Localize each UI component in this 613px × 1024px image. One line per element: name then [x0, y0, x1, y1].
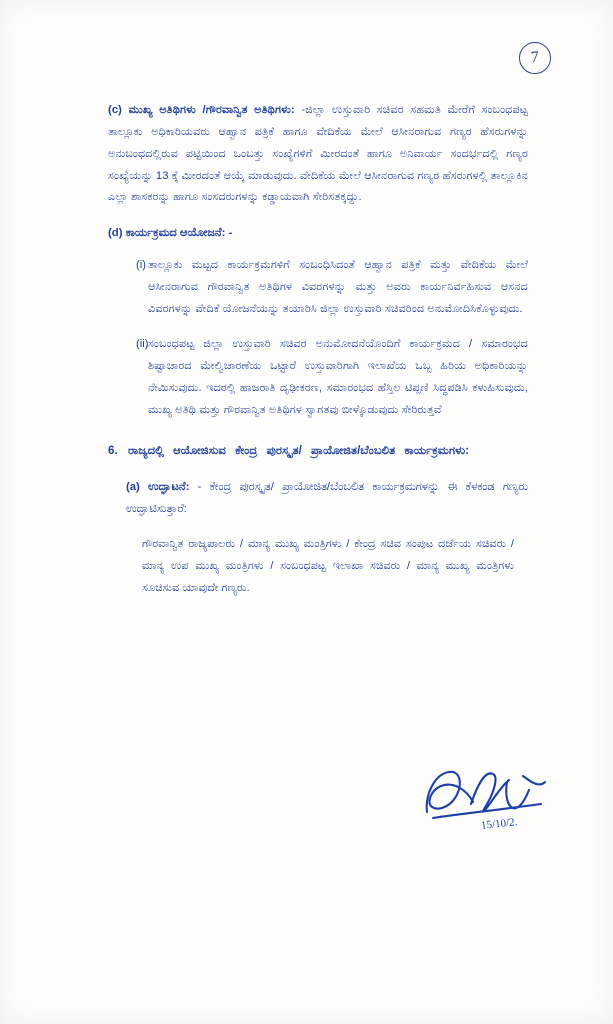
section-c-text: -ಜಿಲ್ಲಾ ಉಸ್ತುವಾರಿ ಸಚಿವರ ಸಹಮತಿ ಮೇರೆಗೆ ಸಂಬಂಧಪಟ್ಟ ತಾಲ್ಲೂಕು ಅಧಿಕಾರಿಯವರು ಆಹ್ವಾನ ಪತ್ರಿಕೆ ಹಾಗೂ ವೇದಿಕೆಯ ಮೇಲೆ ಆಸೀನರಾಗುವ ಗಣ್ಯರ ಹೆಸರುಗಳನ್ನು ಅನುಬಂಧದಲ್ಲಿರುವ ಪಟ್ಟಿಯಿಂದ ಒಂಬತ್ತು ಸಂಖ್ಯೆಗಳಿಗೆ ಮೀರದಂತೆ ಹಾಗೂ ಅನಿವಾರ್ಯ ಸಂದರ್ಭದಲ್ಲಿ ಗಣ್ಯರ ಸಂಖ್ಯೆಯನ್ನು 13 ಕ್ಕೆ ಮೀರದಂತೆ ಆಯ್ಕೆ ಮಾಡುವುದು. ವೇದಿಕೆಯ ಮೇಲೆ ಆಸೀನರಾಗುವ ಗಣ್ಯರ ಹೆಸರುಗಳಲ್ಲಿ ತಾಲ್ಲೂಕಿನ ಎಲ್ಲಾ ಶಾಸಕರನ್ನು ಹಾಗೂ ಸಂಸದರುಗಳನ್ನು ಕಡ್ಡಾಯವಾಗಿ ಸೇರಿಸತಕ್ಕದ್ದು.	[108, 104, 528, 204]
list-item-text: ತಾಲ್ಲೂಕು ಮಟ್ಟದ ಕಾರ್ಯಕ್ರಮಗಳಿಗೆ ಸಂಬಂಧಿಸಿದಂತೆ ಆಹ್ವಾನ ಪತ್ರಿಕೆ ಮತ್ತು ವೇದಿಕೆಯ ಮೇಲೆ ಆಸೀನರಾಗುವ ಗೌರವಾನ್ವಿತ ಅತಿಥಿಗಳ ವಿವರಗಳನ್ನು ಮತ್ತು ಅವರು ಕಾರ್ಯನಿರ್ವಹಿಸುವ ಆಸನದ ವಿವರಗಳನ್ನು ವೇದಿಕೆ ಯೋಜನೆಯನ್ನು ತಯಾರಿಸಿ ಜಿಲ್ಲಾ ಉಸ್ತುವಾರಿ ಸಚಿವರಿಂದ ಅನುಮೋದಿಸಿಕೊಳ್ಳುವುದು.	[148, 258, 528, 315]
section-d-items	[108, 255, 528, 422]
section-6-title: ರಾಜ್ಯದಲ್ಲಿ ಆಯೋಜಿಸುವ ಕೇಂದ್ರ ಪುರಸ್ಕೃತ/ ಪ್ರಾಯೋಜಿತ/ಬೆಂಬಲಿತ ಕಾರ್ಯಕ್ರಮಗಳು:	[128, 443, 469, 457]
list-item	[108, 334, 528, 421]
section-c-marker: (c)	[108, 104, 122, 116]
section-6a-detail: ಗೌರವಾನ್ವಿತ ರಾಜ್ಯಪಾಲರು / ಮಾನ್ಯ ಮುಖ್ಯ ಮಂತ್ರಿಗಳು / ಕೇಂದ್ರ ಸಚಿವ ಸಂಪುಟ ದರ್ಜೆಯ ಸಚಿವರು / ಮಾನ್ಯ ಉಪ ಮುಖ್ಯ ಮಂತ್ರಿಗಳು / ಸಂಬಂಧಪಟ್ಟ ಇಲಾಖಾ ಸಚಿವರು / ಮಾನ್ಯ ಮುಖ್ಯ ಮಂತ್ರಿಗಳು ಸೂಚಿಸುವ ಯಾವುದೇ ಗಣ್ಯರು.	[142, 538, 514, 595]
section-d-title: ಕಾರ್ಯಕ್ರಮದ ಆಯೋಜನೆ: -	[125, 227, 233, 240]
section-6a	[126, 476, 528, 520]
page-number: 7	[518, 41, 552, 75]
list-item	[108, 255, 528, 321]
section-6a-marker: (a)	[126, 481, 140, 494]
list-item-text: ಸಂಬಂಧಪಟ್ಟ ಜಿಲ್ಲಾ ಉಸ್ತುವಾರಿ ಸಚಿವರ ಅನುಮೋದನೆಯೊಂದಿಗೆ ಕಾರ್ಯಕ್ರಮದ / ಸಮಾರಂಭದ ಶಿಷ್ಟಾಚಾರದ ಮೇಲ್ವಿಚಾರಣೆಯ ಒಟ್ಟಾರೆ ಉಸ್ತುವಾರಿಗಾಗಿ ಇಲಾಖೆಯ ಒಬ್ಬ ಹಿರಿಯ ಅಧಿಕಾರಿಯನ್ನು ನೇಮಿಸುವುದು. ಇದರಲ್ಲಿ ಹಾಜರಾತಿ ದೃಢೀಕರಣ, ಸಮಾರಂಭದ ಹೆಸ್ತಿಲ ಟಿಪ್ಪಣಿ ಸಿದ್ಧಪಡಿಸಿ ಕಳುಹಿಸುವುದು, ಮುಖ್ಯ ಅತಿಥಿ ಮತ್ತು ಗೌರವಾನ್ವಿತ ಅತಿಥಿಗಳ ಸ್ವಾಗತವು ಬೀಳ್ಕೊಡುವುದು ಸೇರಿರುತ್ತವೆ	[148, 338, 528, 416]
section-6-number: 6.	[108, 443, 118, 457]
document-content	[108, 100, 528, 600]
section-c-title: ಮುಖ್ಯ ಅತಿಥಿಗಳು /ಗೌರವಾನ್ವಿತ ಅತಿಥಿಗಳು:	[128, 104, 295, 116]
section-c-paragraph	[108, 100, 528, 209]
section-6	[108, 440, 528, 463]
list-item-marker: (i)	[136, 258, 146, 271]
list-item-marker: (ii)	[136, 338, 149, 351]
signature-date: 15/10/2.	[480, 816, 518, 832]
section-d-heading	[108, 223, 528, 245]
section-6a-lead: ಉದ್ಘಾಟನೆ:	[148, 481, 190, 494]
section-d-marker: (d)	[108, 227, 123, 240]
section-6a-text: - ಕೇಂದ್ರ ಪುರಸ್ಕೃತ/ ಪ್ರಾಯೋಜಿತ/ಬೆಂಬಲಿತ ಕಾರ್ಯಕ್ರಮಗಳನ್ನು ಈ ಕೆಳಕಂಡ ಗಣ್ಯರು ಉದ್ಘಾಟಿಸುತ್ತಾರೆ:	[126, 481, 528, 516]
